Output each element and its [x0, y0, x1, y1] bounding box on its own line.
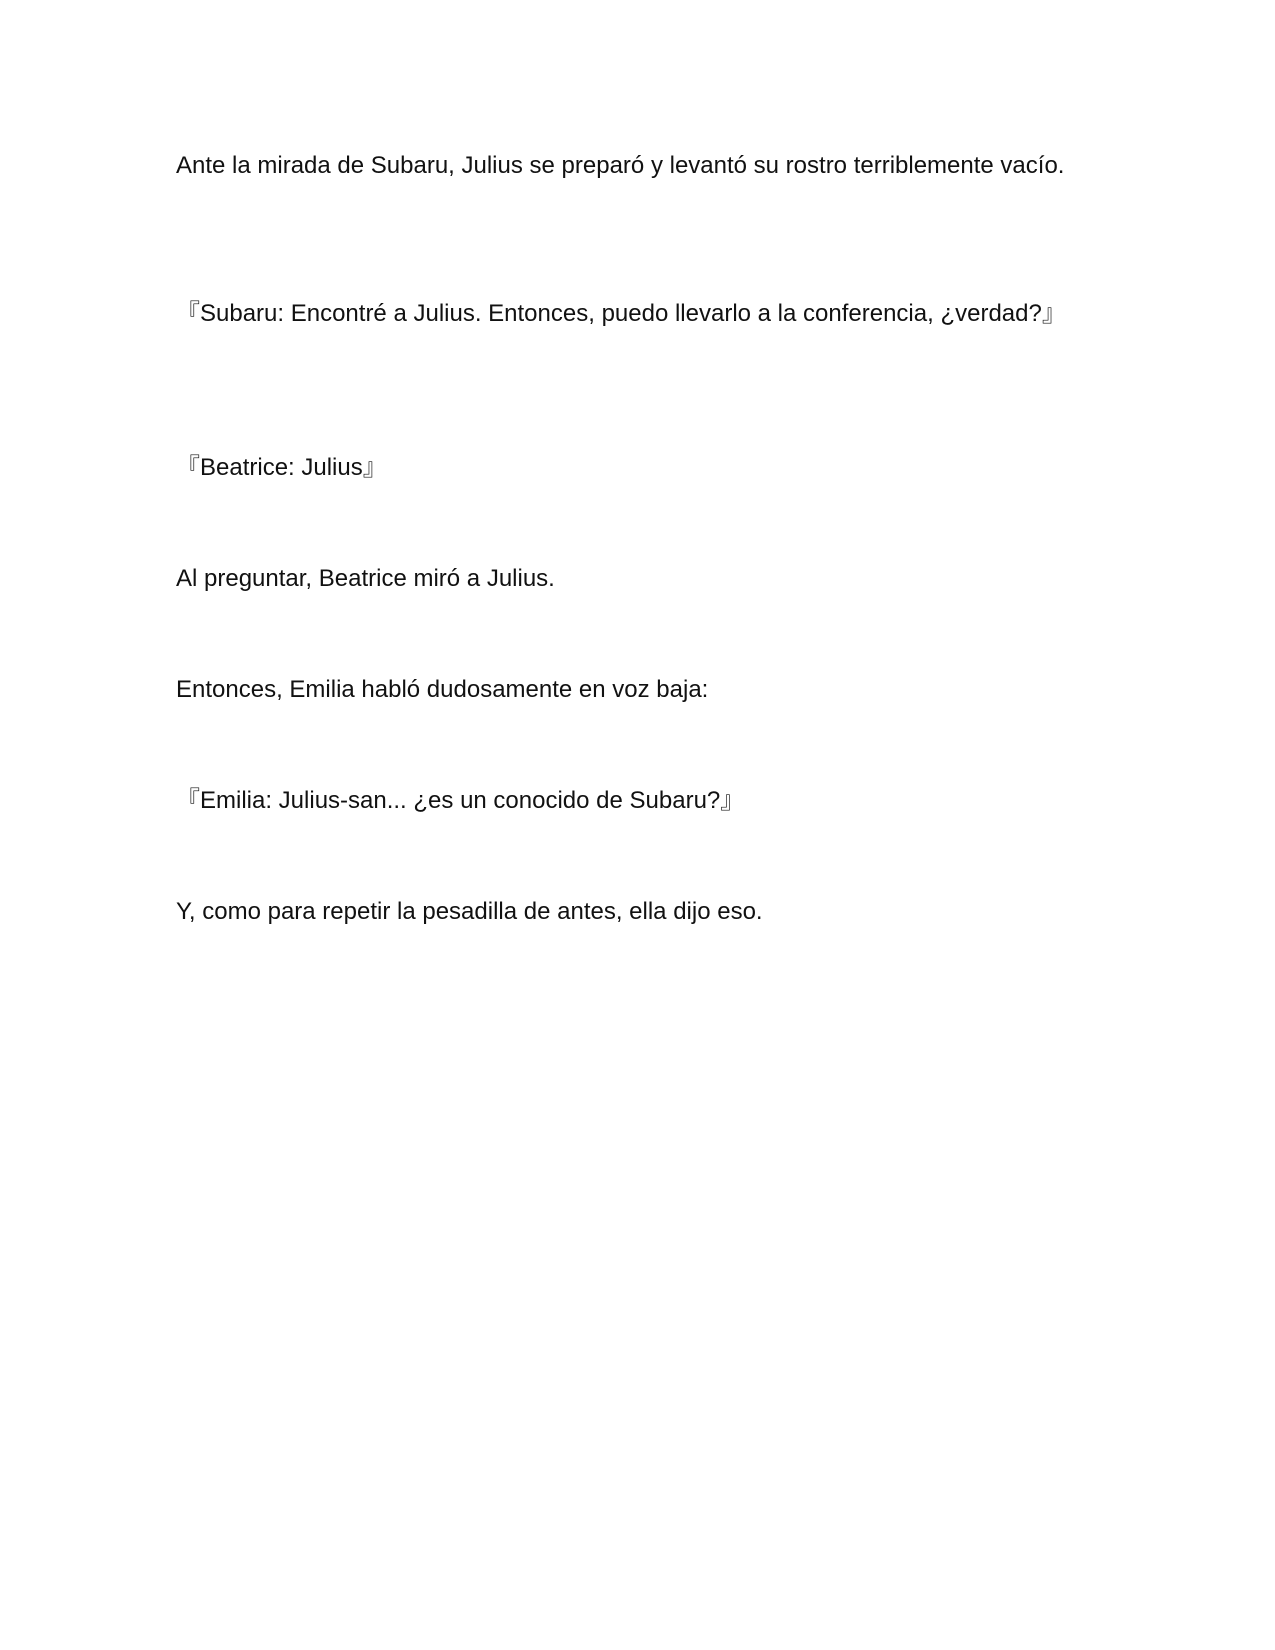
paragraph-narration-4: Y, como para repetir la pesadilla de antes, ella dijo eso. — [176, 898, 763, 925]
paragraph-dialogue-beatrice: 『Beatrice: Julius』 — [176, 454, 387, 481]
paragraph-narration-1: Ante la mirada de Subaru, Julius se preparó y levantó su rostro terriblemente vacío. — [176, 152, 1065, 179]
paragraph-narration-2: Al preguntar, Beatrice miró a Julius. — [176, 565, 555, 592]
paragraph-dialogue-emilia: 『Emilia: Julius-san... ¿es un conocido de Subaru?』 — [176, 787, 745, 814]
paragraph-dialogue-subaru: 『Subaru: Encontré a Julius. Entonces, puedo llevarlo a la conferencia, ¿verdad?』 — [176, 300, 1066, 327]
paragraph-narration-3: Entonces, Emilia habló dudosamente en voz baja: — [176, 676, 709, 703]
